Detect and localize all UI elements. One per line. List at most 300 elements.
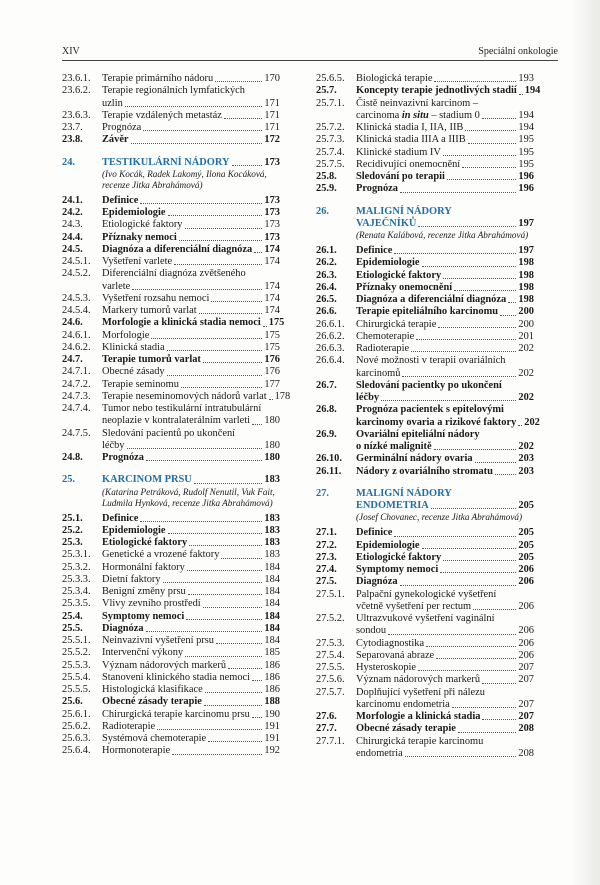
toc-page-number: 173 [264,156,280,168]
toc-page-number: 176 [264,366,280,378]
toc-entry-title-line: Terapie regionálních lymfatických [102,85,245,97]
toc-entry [316,319,534,331]
toc-entry-body [102,709,280,721]
toc-page-number: 195 [518,146,534,158]
toc-entry-body [102,354,280,366]
toc-entry-body [356,736,534,761]
dot-leader [172,754,262,755]
toc-entry [62,611,280,623]
toc-entry-row [102,342,280,354]
toc-entry-number: 27. [316,487,329,499]
toc-entry-title: Separovaná abraze [356,649,435,661]
toc-page-number: 207 [518,674,534,686]
toc-entry-body [102,745,280,757]
toc-entry-title: Stanovení klinického stadia nemoci [102,671,251,683]
toc-entry-title-line: Ultrazvukové vyšetření vaginální [356,613,495,624]
toc-entry-title: Klinická stadia I, IIA, IIB [356,122,464,133]
toc-entry-row [102,721,280,733]
toc-page-number: 174 [264,243,280,255]
toc-entry-title: Recidivující onemocnění [356,158,461,170]
toc-entry [62,586,280,598]
toc-entry-row [102,672,280,684]
toc-page-number: 170 [264,73,280,84]
toc-entry-number: 24.7.2. [62,378,91,390]
toc-entry-title: Histologická klasifikace [102,684,203,695]
toc-entry-body [102,537,280,549]
toc-page-number: 202 [518,343,534,354]
toc-entry [62,256,280,268]
toc-entry-number: 25.5.5. [62,684,91,695]
toc-entry-body [356,552,534,564]
toc-entry-title: Etiologické faktory [102,219,183,231]
toc-entry-body [102,110,280,122]
section-gap [316,196,534,206]
toc-entry-title: Hysteroskopie [356,662,417,673]
toc-entry-body [356,282,534,294]
toc-page-number: 183 [264,549,280,561]
toc-entry-number: 26.6.3. [316,343,345,354]
toc-entry-number: 26.1. [316,245,337,256]
toc-entry-row [102,684,280,696]
toc-page-number: 175 [264,329,280,341]
dot-leader [495,474,517,475]
toc-entry [316,662,534,674]
dot-leader [519,94,523,95]
toc-entry-title: sondou [356,625,387,637]
toc-entry-body [102,428,280,453]
toc-entry-body [356,147,534,159]
toc-entry-number: 25.7.4. [316,146,345,158]
dot-leader [447,179,516,180]
toc-entry-body [102,733,280,745]
toc-entry [316,466,534,478]
toc-entry-title: Terapie tumorů varlat [102,354,201,365]
toc-entry-number: 24.5.2. [62,268,91,280]
toc-entry-title: Hormonoterapie [102,745,171,757]
toc-page-number: 183 [264,474,280,486]
toc-entry-row [356,416,540,429]
dot-leader [252,717,263,718]
toc-entry-title: Klinická stadia IIIA a IIIB [356,134,466,146]
dot-leader [436,658,516,659]
toc-page-number: 196 [518,171,534,182]
toc-entry-title: TESTIKULÁRNÍ NÁDORY [102,156,230,168]
toc-column-right [316,73,541,760]
toc-entry-number: 25.3.1. [62,549,91,561]
toc-entry-row [102,134,280,146]
dot-leader [151,338,262,339]
toc-page-number: 205 [518,527,534,539]
dot-leader [443,278,516,279]
toc-entry-body [356,122,534,134]
toc-entry-body [356,723,534,735]
toc-entry-number: 24.3. [62,219,83,231]
toc-entry-number: 25.4. [62,610,83,622]
dot-leader [462,167,516,168]
toc-entry-row [356,183,534,195]
toc-entry-row [102,207,280,219]
toc-entry-body [356,674,534,686]
running-title: Speciální onkologie [478,46,558,57]
toc-entry [316,613,534,638]
toc-entry-number: 24.4. [62,231,83,243]
toc-entry-row [356,564,534,576]
dot-leader [254,252,262,253]
toc-entry-row [102,440,280,452]
dot-leader [205,692,263,693]
toc-entry-number: 27.6. [316,711,337,722]
toc-entry-number: 27.3. [316,551,337,563]
toc-page-number: 195 [518,134,534,146]
toc-entry-row [356,576,534,588]
toc-page-number: 206 [518,600,534,612]
toc-entry [62,672,280,684]
toc-entry-title: Příznaky onemocnění [356,281,453,293]
toc-entry-title: Radioterapie [102,720,156,732]
toc-entry-title: Nádory z ovariálního stromatu [356,465,493,477]
toc-page-number: 184 [264,635,280,646]
toc-entry-title: Definice [102,194,139,206]
toc-entry-body [356,687,534,712]
toc-entry-title: Definice [102,512,139,524]
toc-entry-number: 27.2. [316,539,337,551]
toc-page-number: 203 [518,465,534,477]
toc-entry-title: Terapie primárního nádoru [102,73,214,84]
toc-entry-body [102,525,280,537]
toc-entry-row [102,354,280,366]
toc-entry [316,85,541,97]
toc-entry-row [356,282,534,294]
toc-entry-title: Chirurgická terapie [356,318,437,330]
toc-entry-row [356,392,534,404]
toc-entry-number: 27.5.3. [316,637,345,649]
toc-entry-body [356,380,534,405]
toc-entry-row [102,293,280,305]
toc-entry-row [102,598,280,610]
toc-entry-row [102,390,291,403]
toc-entry-row [102,379,280,391]
toc-entry [316,282,534,294]
toc-page-number: 173 [264,194,280,206]
toc-entry-row [356,625,534,637]
toc-entry-row [356,147,534,159]
toc-entry-row [356,500,534,512]
dot-leader [232,165,263,166]
dot-leader [140,521,262,522]
toc-page-number: 184 [264,573,280,585]
dot-leader [434,449,517,450]
toc-entry-title: KARCINOM PRSU [102,474,192,486]
toc-entry-number: 26.10. [316,453,342,465]
dot-leader [168,215,263,216]
toc-chapter [316,206,534,231]
toc-entry-number: 25.6.3. [62,733,91,744]
toc-entry [62,232,280,244]
toc-entry-body [102,635,280,647]
toc-entry-title: Klinická stadia [102,341,165,353]
toc-chapter [62,474,280,486]
dot-leader [157,729,262,730]
toc-entry [316,147,534,159]
toc-entry-title: ENDOMETRIA [356,500,429,511]
toc-entry [62,745,280,757]
toc-entry-title: Koncepty terapie jednotlivých stadií [356,85,517,97]
toc-entry-title-line: Palpační gynekologické vyšetření [356,588,497,600]
toc-entry [62,452,280,464]
toc-entry-title: Dietní faktory [102,573,161,585]
toc-entry-row [102,122,280,134]
toc-entry-number: 26.7. [316,379,337,391]
toc-page-number: 173 [264,207,280,218]
toc-entry-title-line: MALIGNÍ NÁDORY [356,205,452,217]
toc-entry-row [356,159,534,171]
dot-leader [215,81,262,82]
toc-entry-number: 26.6.1. [316,318,345,330]
toc-entry-body [102,660,280,672]
toc-page-number: 176 [264,354,280,365]
toc-page-number: 206 [518,637,534,649]
toc-page-number: 183 [264,512,280,524]
toc-entry-number: 26.5. [316,294,337,305]
toc-entry [62,635,280,647]
toc-entry-body [356,183,534,195]
dot-leader [131,143,263,144]
toc-entry [316,306,534,318]
toc-page-number: 186 [264,684,280,695]
dot-leader [208,741,262,742]
toc-entry-row [356,85,541,97]
toc-entry-number: 24.1. [62,194,83,206]
toc-entry-row [356,540,534,552]
dot-leader [140,203,262,204]
toc-entry-body [356,711,534,723]
toc-entry-number: 25.3.5. [62,598,91,610]
toc-entry-number: 27.1. [316,527,337,539]
toc-entry [62,85,280,110]
toc-page-number: 173 [264,231,280,243]
toc-entry-title: Obecné zásady [102,366,165,378]
toc-page-number: 206 [518,625,534,637]
toc-entry-body [102,305,280,317]
toc-entry [316,171,534,183]
toc-entry-number: 26.4. [316,281,337,293]
toc-entry [316,576,534,588]
toc-entry-body [102,122,280,134]
toc-entry [316,245,534,257]
toc-page-number: 194 [524,85,541,97]
toc-page-number: 205 [518,500,534,511]
toc-entry [62,574,280,586]
toc-entry-number: 25. [62,474,75,486]
toc-entry-number: 25.6.2. [62,720,91,732]
toc-entry-title: Epidemiologie [102,207,166,218]
toc-page-number: 184 [264,586,280,597]
toc-entry-body [356,331,534,343]
toc-entry [316,73,534,85]
dot-leader [454,290,516,291]
toc-entry-row [356,245,534,257]
toc-page-number: 192 [264,745,280,757]
toc-entry-title: Biologická terapie [356,73,433,84]
toc-entry [62,549,280,561]
toc-page-number: 206 [518,564,534,575]
toc-entry-number: 24. [62,156,75,168]
dot-leader [400,192,516,193]
toc-entry-row [356,134,534,146]
toc-entry [62,379,280,391]
toc-entry-body [356,564,534,576]
toc-entry-number: 27.5.1. [316,588,345,600]
toc-entry-title: Chemoterapie [356,330,415,342]
toc-entry-number: 26.6.2. [316,330,345,342]
toc-entry-number: 27.5.2. [316,613,345,624]
toc-entry-title-line: Chirurgická terapie karcinomu [356,735,484,747]
toc-entry-number: 25.3.2. [62,561,91,573]
toc-entry [62,696,280,708]
toc-entry-row [356,674,534,686]
toc-entry-body [356,650,534,662]
dot-leader [426,646,516,647]
dot-leader [468,143,517,144]
toc-entry-body [356,73,534,85]
toc-entry-body [102,256,280,268]
toc-page-number: 183 [264,537,280,548]
toc-entry-row [356,294,534,306]
toc-entry-number: 26. [316,205,329,217]
toc-page-number: 205 [518,539,534,551]
toc-entry-body [356,294,534,306]
toc-entry-title: Příznaky nemoci [102,231,177,243]
toc-entry [62,598,280,610]
toc-entry-number: 25.7. [316,85,337,97]
toc-entry [316,650,534,662]
toc-entry-title: Diagnóza [102,622,144,634]
toc-entry-title: Obecné zásady terapie [102,696,202,708]
dot-leader [186,619,262,620]
toc-page-number: 177 [264,378,280,390]
page-edge-shadow [572,0,600,885]
dot-leader [394,536,516,537]
toc-entry-title: Vyšetření varlete [102,256,173,267]
author-lines [356,512,534,523]
dot-leader [452,707,517,708]
toc-entry-body [356,306,534,318]
author-lines [102,487,280,509]
dot-leader [473,609,516,610]
toc-entry-row [356,171,534,183]
toc-entry-row [102,73,280,85]
toc-entry-title: Význam nádorových markerů [356,674,481,686]
toc-entry-row [102,745,280,757]
toc-entry-number: 24.5.1. [62,256,91,267]
toc-entry-row [356,601,534,613]
dot-leader [181,387,263,388]
toc-entry-row [356,110,534,122]
toc-entry-row [102,574,280,586]
toc-page-number: 207 [518,711,534,722]
toc-page-number: 208 [518,747,534,759]
toc-entry [316,429,534,454]
toc-entry-body [356,527,534,539]
dot-leader [388,634,516,635]
toc-page-number: 196 [518,183,534,195]
toc-entry-body [102,611,280,623]
toc-entry [62,73,280,85]
toc-entry-title: karcinomů [356,367,401,379]
toc-entry [62,733,280,745]
toc-page-number: 174 [264,305,280,316]
dot-leader [168,533,263,534]
dot-leader [434,81,516,82]
dot-leader [221,558,262,559]
toc-entry [62,244,280,256]
toc-entry-row [356,73,534,85]
toc-entry-number: 25.5.1. [62,635,91,646]
toc-entry-body [102,549,280,561]
toc-entry-row [102,244,280,256]
toc-entry-row [356,723,534,735]
toc-entry [62,195,280,207]
header-rule [62,60,558,61]
dot-leader [482,683,516,684]
toc-entry-number: 26.3. [316,269,337,281]
toc-page-number: 206 [518,649,534,661]
toc-page-number: 197 [518,217,534,229]
toc-entry-number: 25.1. [62,512,83,524]
dot-leader [269,399,273,400]
toc-entry-title: endometria [356,747,403,759]
toc-entry [316,343,534,355]
toc-entry-number: 23.6.2. [62,85,91,97]
toc-page-number: 175 [264,341,280,353]
author-line: (Ivo Kocák, Radek Lakomý, Ilona Kocáková, [102,168,267,179]
toc-entry-body [102,390,291,403]
toc-entry [62,390,291,403]
toc-entry-row [102,98,280,110]
dot-leader [440,572,516,573]
toc-entry-number: 27.5.7. [316,686,345,698]
dot-leader [199,313,263,314]
toc-entry-number: 23.8. [62,134,83,146]
toc-entry-row [102,611,280,623]
toc-entry-row [102,635,280,647]
dot-leader [187,570,263,571]
toc-entry-title-line: Ovariální epiteliální nádory [356,428,480,440]
toc-entry [316,134,534,146]
toc-entry-body [102,342,280,354]
toc-entry-number: 25.5.3. [62,659,91,671]
author-lines [356,230,534,241]
toc-entry-title: Cytodiagnostika [356,637,425,649]
toc-entry-title: Význam nádorových markerů [102,659,227,671]
toc-entry-number: 24.6.1. [62,329,91,341]
toc-entry-number: 24.6.2. [62,341,91,353]
toc-entry-number: 25.5. [62,622,83,634]
toc-entry-row [102,525,280,537]
dot-leader [465,130,516,131]
toc-entry-body [102,232,280,244]
toc-entry-title: neoplazie v kontralaterálním varleti [102,415,251,427]
toc-entry-row [356,306,534,318]
toc-entry-title: varlete [102,280,131,292]
toc-entry [316,736,534,761]
toc-entry-body [356,662,534,674]
toc-entry-title: Markery tumorů varlat [102,305,197,316]
toc-entry-title: Terapie seminomu [102,378,179,390]
toc-entry-title-line: Prognóza pacientek s epitelovými [356,404,504,416]
toc-page-number: 198 [518,257,534,269]
toc-entry-body [102,134,280,146]
